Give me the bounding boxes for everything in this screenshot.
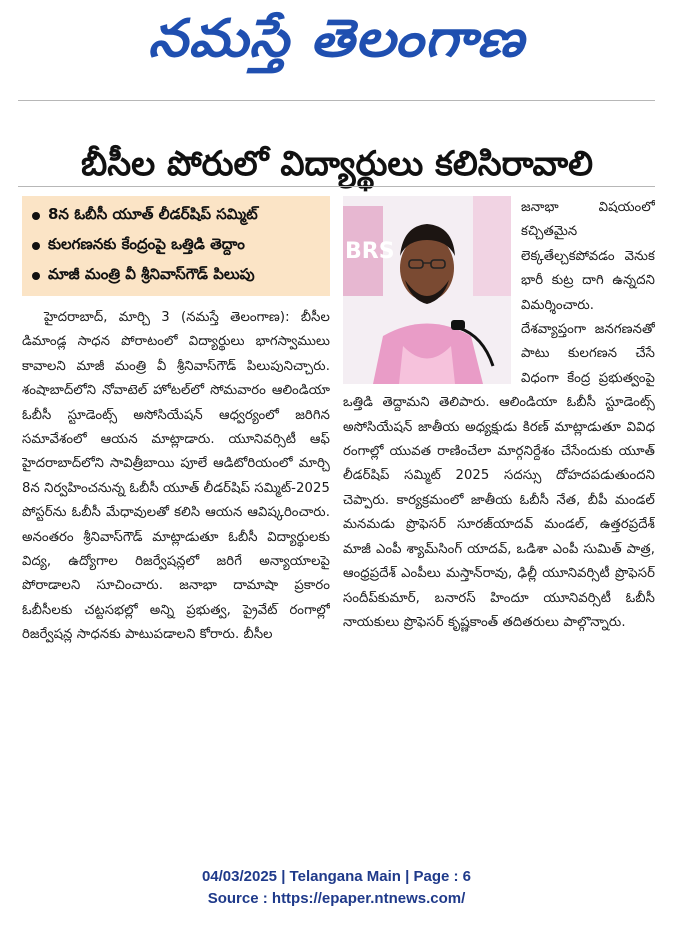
page-footer [0,866,673,910]
article-body-right: జనాభా విషయంలో కచ్చితమైన లెక్కతేల్చకపోవడం వెనుక భారీ కుట్ర దాగి ఉన్నదని విమర్శించారు. దేశవ్యాప్తంగా జనగణనతో పాటు కులగణన చేసే విధంగా కేంద్ర ప్రభుత్వంపై ఒత్తిడి తెద్దామని తెలిపారు. ఆలిండియా ఓబీసీ స్టూడెంట్స్ అసోసియేషన్ జాతీయ అధ్యక్షుడు కిరణ్ మాట్లాడుతూ వివిధ రంగాల్లో యువత రాణించేలా మార్గనిర్దేశం చేసేందుకు యూత్ లీడర్‌షిప్ సమ్మిట్ 2025 సదస్సు దోహదపడుతుందని చెప్పారు. కార్యక్రమంలో జాతీయ ఓబీసీ నేత, బీపీ మండల్ మనమడు ప్రొఫెసర్ సూరజ్‌యాదవ్ మండల్, ఉత్తరప్రదేశ్ మాజీ ఎంపీ శ్యామ్‌సింగ్ యాదవ్, ఒడిశా ఎంపీ సుమిత్ పాత్ర, ఆంధ్రప్రదేశ్ ఎంపీలు మస్తాన్‌రావు, ఢిల్లీ యూనివర్సిటీ ప్రొఫెసర్ సందీప్‌కుమార్, బనారస్ హిందూ యూనివర్సిటీ ఓబీసీ నాయకులు ప్రొఫెసర్ కృష్ణకాంత్ తదితరులు పాల్గొన్నారు. [343,200,655,630]
headline-divider [18,186,655,187]
speaker-illustration [343,196,511,384]
highlight-item [32,235,322,257]
highlight-item [32,265,322,287]
banner-text: BRS [345,239,395,264]
bullet-icon [32,212,40,220]
highlights-box [22,196,330,296]
bullet-icon [32,272,40,280]
highlight-text: 8న ఓబీసీ యూత్ లీడర్‌షిప్ సమ్మిట్ [48,205,258,223]
masthead-divider [18,100,655,101]
article-body-left: హైదరాబాద్, మార్చి 3 (నమస్తే తెలంగాణ): బీసీల డిమాండ్ల సాధన పోరాటంలో విద్యార్థులు భాగస్వాములు కావాలని మాజీ మంత్రి వీ శ్రీనివాస్‌గౌడ్ పిలుపునిచ్చారు. శంషాబాద్‌లోని నోవాటెల్ హోటల్‌లో సోమవారం ఆలిండియా ఓబీసీ స్టూడెంట్స్ అసోసియేషన్ ఆధ్వర్యంలో జరిగిన సమావేశంలో ఆయన మాట్లాడారు. యూనివర్సిటీ ఆఫ్ హైదరాబాద్‌లోని సావిత్రీబాయి పూలే ఆడిటోరియంలో మార్చి 8న నిర్వహించనున్న ఓబీసీ యూత్ లీడర్‌షిప్ సమ్మిట్-2025 పోస్టర్‌ను ఓబీసీ మేధావులతో కలిసి ఆయన ఆవిష్కరించారు. అనంతరం శ్రీనివాస్‌గౌడ్ మాట్లాడుతూ ఓబీసీ విద్యార్థులకు విద్య, ఉద్యోగాల రిజర్వేషన్లలో జరిగే అన్యాయాలపై పోరాడాలని సూచించారు. జనాభా దామాషా ప్రకారం ఓబీసీలకు చట్టసభల్లో అన్ని ప్రభుత్వ, ప్రైవేట్ రంగాల్లో రిజర్వేషన్ల సాధనకు పాటుపడాలని కోరారు. బీసీల [22,310,330,643]
article-column-left [22,306,330,836]
article-headline: బీసీల పోరులో విద్యార్థులు కలిసిరావాలి [80,143,594,184]
speaker-photo [343,196,511,384]
bullet-icon [32,242,40,250]
newspaper-logo: నమస్తే తెలంగాణ [148,8,525,69]
highlight-item [32,205,322,227]
highlight-text: కులగణనకు కేంద్రంపై ఒత్తిడి తెద్దాం [48,235,245,253]
source-link[interactable]: Source : https://epaper.ntnews.com/ [207,890,466,907]
edition-info: 04/03/2025 | Telangana Main | Page : 6 [201,868,472,885]
highlight-text: మాజీ మంత్రి వీ శ్రీనివాస్‌గౌడ్ పిలుపు [48,265,255,283]
article-column-right [343,196,655,836]
masthead [0,0,673,90]
